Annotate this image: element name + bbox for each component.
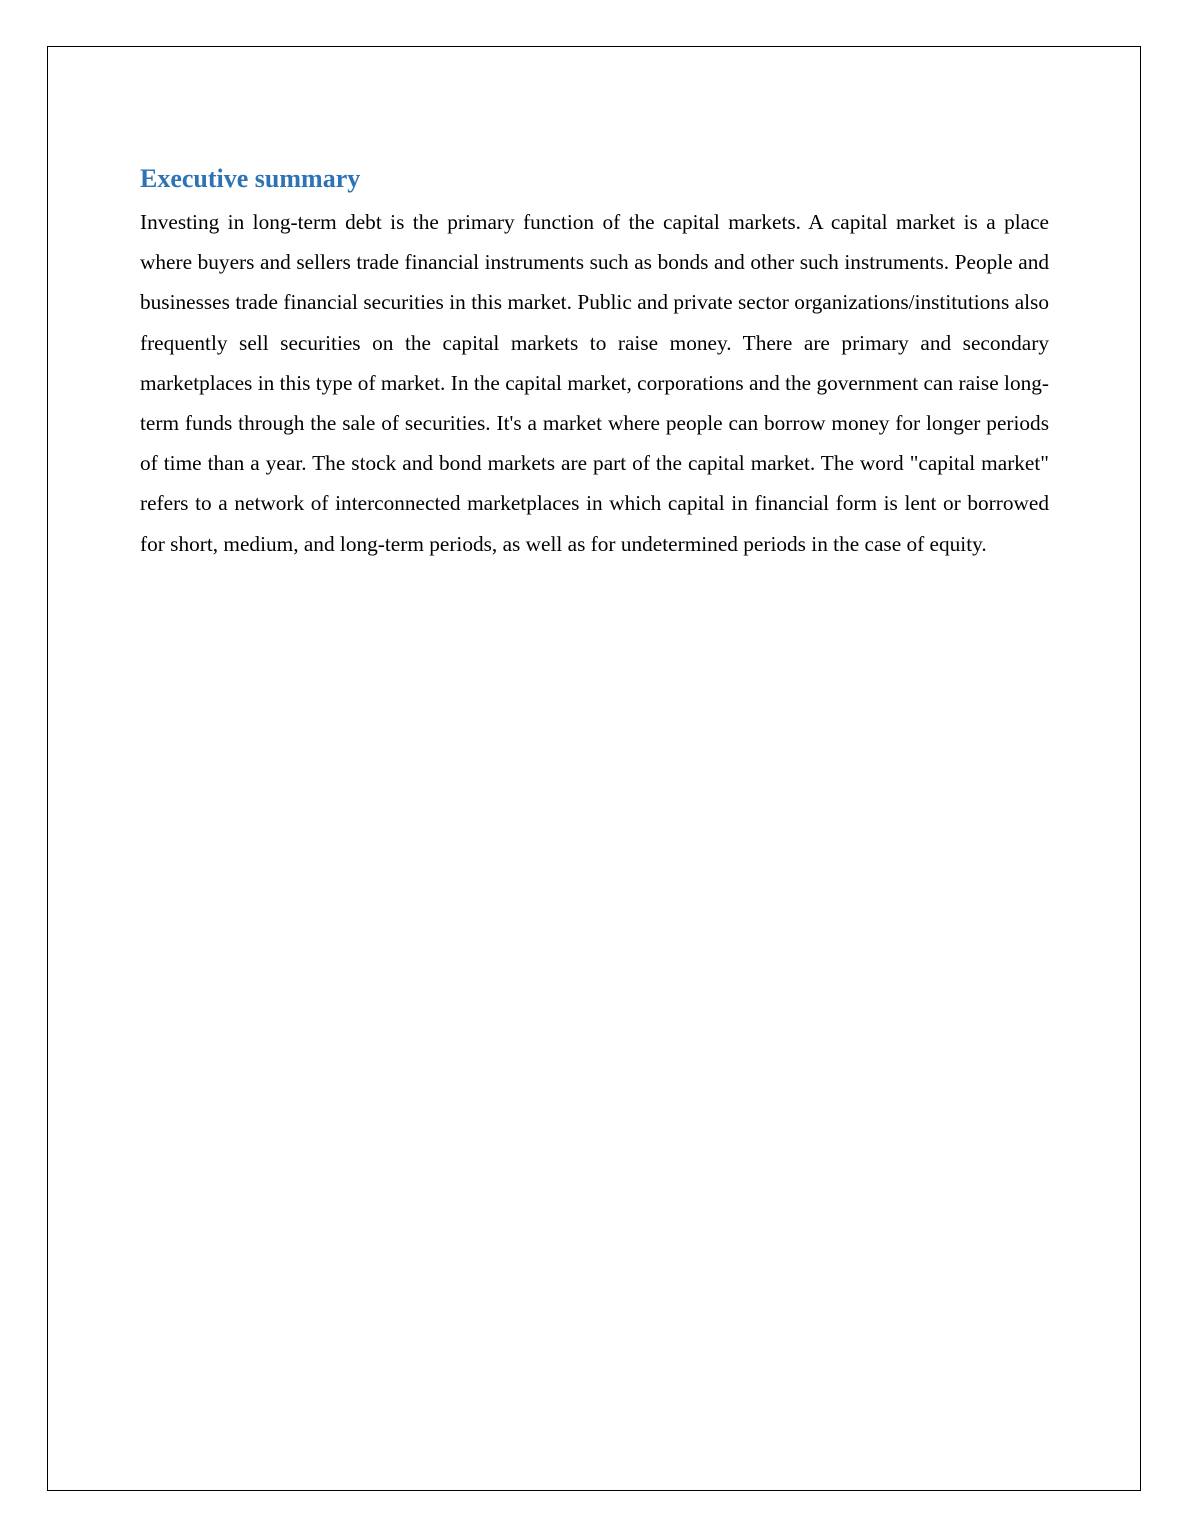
section-heading: Executive summary bbox=[140, 164, 361, 193]
summary-paragraph: Investing in long-term debt is the primary function of the capital markets. A capital market is a place where buyers and sellers trade financial instruments such as bonds and other such instruments. People and businesses trade financial securities in this market. Public and private sector organizations/institutions also frequently sell securities on the capital markets to raise money. There are primary and secondary marketplaces in this type of market. In the capital market, corporations and the government can raise long-term funds through the sale of securities. It's a market where people can borrow money for longer periods of time than a year. The stock and bond markets are part of the capital market. The word "capital market" refers to a network of interconnected marketplaces in which capital in financial form is lent or borrowed for short, medium, and long-term periods, as well as for undetermined periods in the case of equity. bbox=[140, 210, 1049, 556]
document-content bbox=[140, 160, 1049, 564]
